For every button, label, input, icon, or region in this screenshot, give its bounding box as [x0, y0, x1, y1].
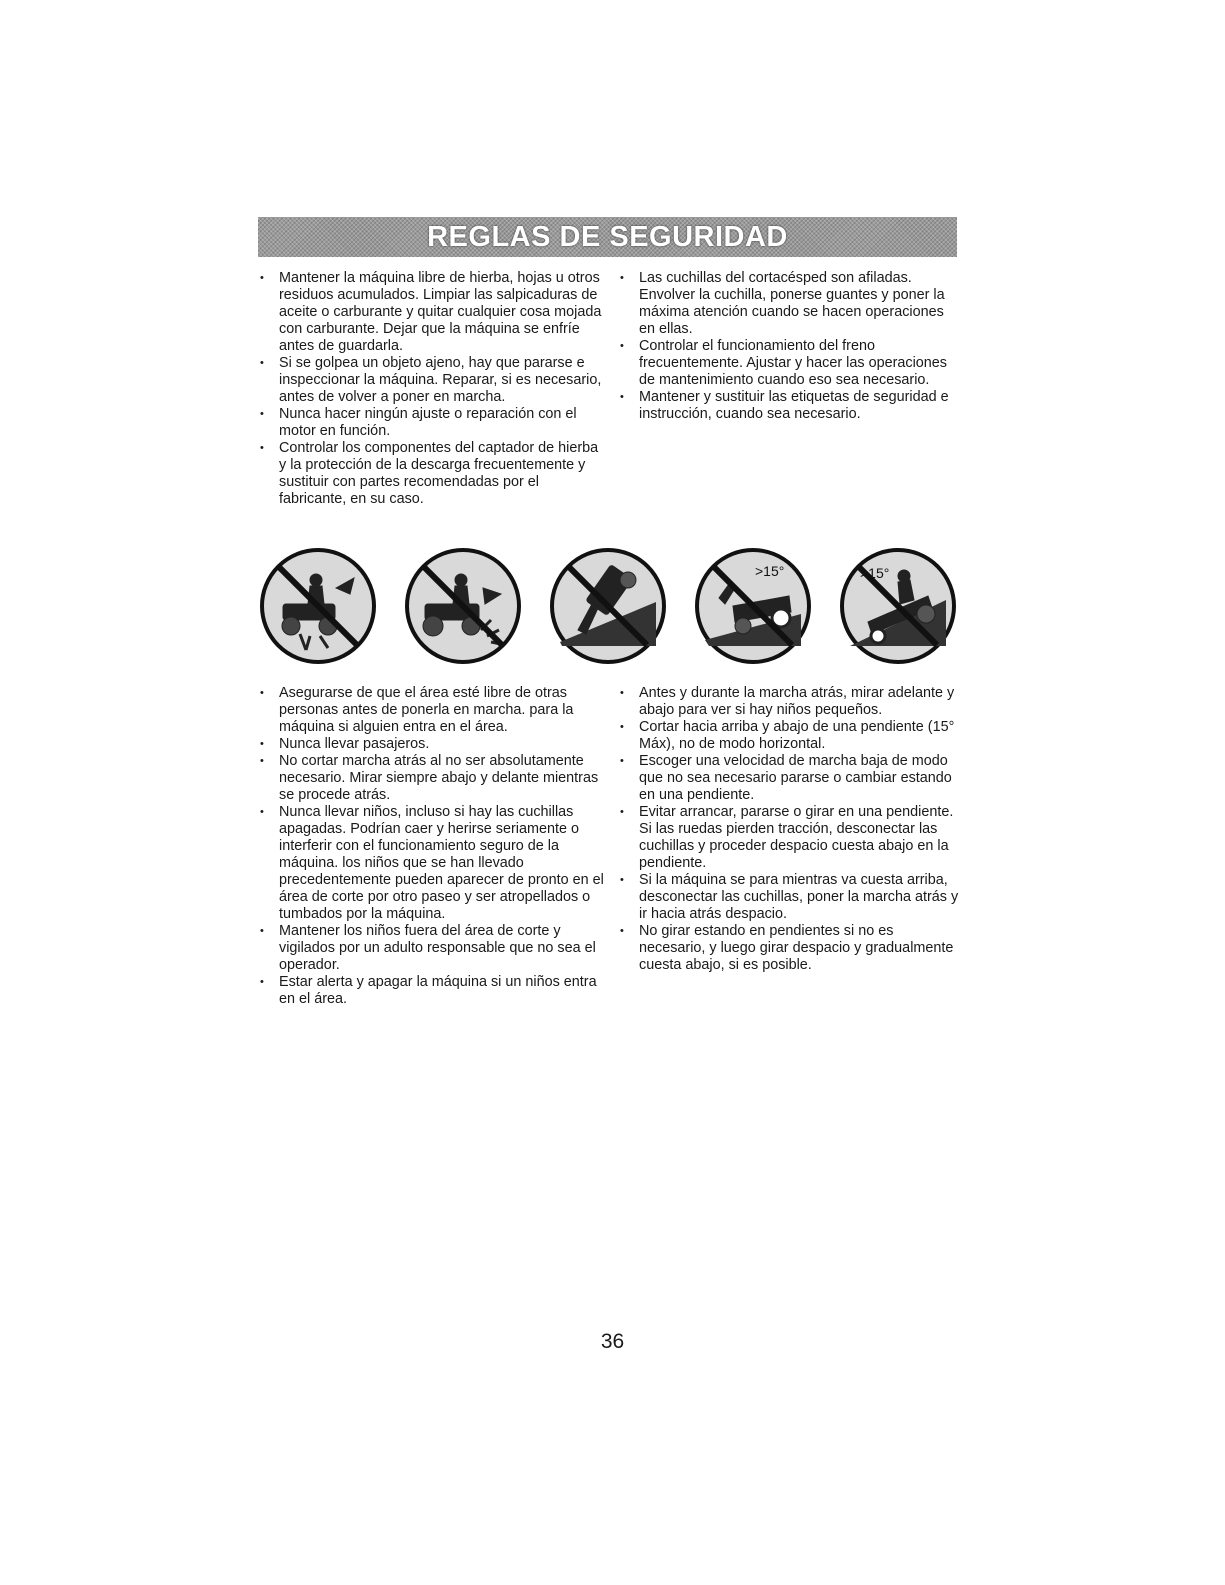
- rule-item: • Nunca llevar pasajeros.: [258, 736, 608, 753]
- rule-item: • Cortar hacia arriba y abajo de una pendiente (15° Máx), no de modo horizontal.: [618, 719, 963, 753]
- top-left-column: [258, 270, 608, 508]
- rule-item: • No girar estando en pendientes si no es necesario, y luego girar despacio y gradualmente cuesta abajo, si es posible.: [618, 923, 963, 974]
- bottom-left-column: [258, 685, 608, 1008]
- slope-limit-label: >15°: [755, 563, 785, 579]
- no-tip-over-slope-icon: [548, 546, 668, 666]
- rule-item: • Controlar los componentes del captador de hierba y la protección de la descarga frecuentemente y sustituir con partes recomendadas por el fabricante, en su caso.: [258, 440, 608, 508]
- rule-item: • Si se golpea un objeto ajeno, hay que pararse e inspeccionar la máquina. Reparar, si es necesario, antes de volver a poner en marcha.: [258, 355, 608, 406]
- no-slope-over-15-degrees-icon: [693, 546, 813, 666]
- rule-item: • Las cuchillas del cortacésped son afiladas. Envolver la cuchilla, ponerse guantes y poner la máxima atención cuando se hacen operaciones en ellas.: [618, 270, 963, 338]
- rule-item: • Nunca hacer ningún ajuste o reparación con el motor en función.: [258, 406, 608, 440]
- bottom-right-column: [618, 685, 963, 974]
- no-reverse-over-children-icon: [403, 546, 523, 666]
- rule-item: • Mantener la máquina libre de hierba, hojas u otros residuos acumulados. Limpiar las salpicaduras de aceite o carburante y quitar cualquier cosa mojada con carburante. Dejar que la máquina se enfríe antes de guardarla.: [258, 270, 608, 355]
- no-children-near-mower-icon: [258, 546, 378, 666]
- rule-item: • Escoger una velocidad de marcha baja de modo que no sea necesario pararse o cambiar estando en una pendiente.: [618, 753, 963, 804]
- rule-item: • Mantener los niños fuera del área de corte y vigilados por un adulto responsable que no sea el operador.: [258, 923, 608, 974]
- no-mowing-across-slope-icon: [838, 546, 958, 666]
- safety-pictograms: [258, 546, 963, 671]
- rule-item: • Nunca llevar niños, incluso si hay las cuchillas apagadas. Podrían caer y herirse seriamente o interferir con el funcionamiento seguro de la máquina. los niños que se han llevado precedentemente pueden aparecer de pronto en el área de corte por otro paseo y ser atropellados o tumbados por la máquina.: [258, 804, 608, 923]
- rule-item: • No cortar marcha atrás al no ser absolutamente necesario. Mirar siempre abajo y delante mientras se procede atrás.: [258, 753, 608, 804]
- rule-item: • Si la máquina se para mientras va cuesta arriba, desconectar las cuchillas, poner la marcha atrás y ir hacia atrás despacio.: [618, 872, 963, 923]
- rule-item: • Asegurarse de que el área esté libre de otras personas antes de ponerla en marcha. para la máquina si alguien entra en el área.: [258, 685, 608, 736]
- rule-item: • Antes y durante la marcha atrás, mirar adelante y abajo para ver si hay niños pequeños.: [618, 685, 963, 719]
- page-number: 36: [600, 1330, 625, 1353]
- section-title: REGLAS DE SEGURIDAD: [427, 221, 788, 253]
- rule-item: • Mantener y sustituir las etiquetas de seguridad e instrucción, cuando sea necesario.: [618, 389, 963, 423]
- section-header-banner: [258, 217, 957, 257]
- rule-item: • Controlar el funcionamiento del freno frecuentemente. Ajustar y hacer las operaciones de mantenimiento cuando eso sea necesario.: [618, 338, 963, 389]
- rule-item: • Estar alerta y apagar la máquina si un niños entra en el área.: [258, 974, 608, 1008]
- top-right-column: [618, 270, 963, 423]
- rule-item: • Evitar arrancar, pararse o girar en una pendiente. Si las ruedas pierden tracción, desconectar las cuchillas y proceder despacio cuesta abajo en la pendiente.: [618, 804, 963, 872]
- slope-limit-label: >15°: [860, 565, 890, 581]
